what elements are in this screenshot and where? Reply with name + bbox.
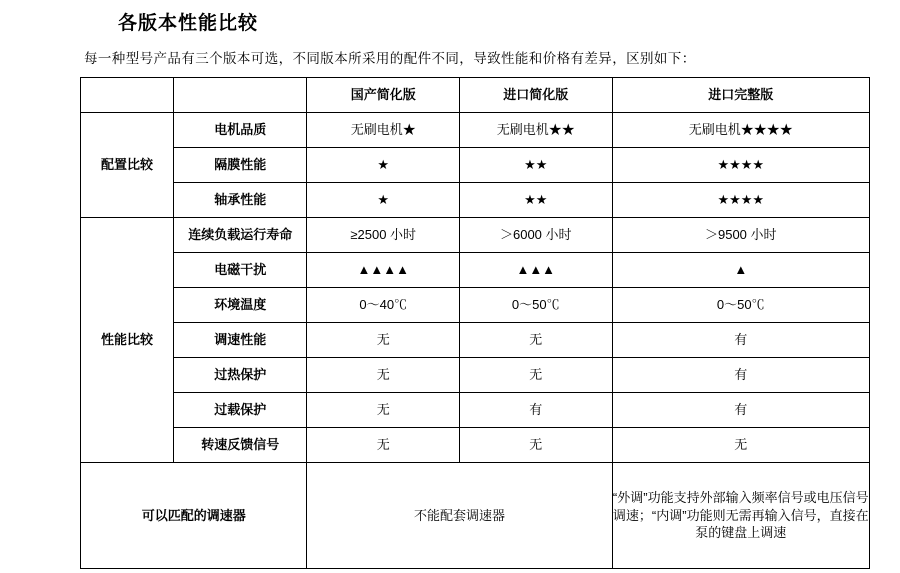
- cell-feedback-c: 无: [612, 428, 869, 463]
- header-col-domestic-simple: 国产简化版: [307, 78, 460, 113]
- row-label-diaphragm-performance: 隔膜性能: [173, 148, 306, 183]
- table-row: [81, 183, 870, 218]
- cell-feedback-b: 无: [459, 428, 612, 463]
- cell-diaphragm-b: ★★: [459, 148, 612, 183]
- group-label-performance: 性能比较: [81, 218, 174, 463]
- cell-feedback-a: 无: [307, 428, 460, 463]
- footer-cell-right: “外调”功能支持外部输入频率信号或电压信号调速；“内调”功能则无需再输入信号，直接在泵的键盘上调速: [612, 463, 869, 569]
- cell-overload-b: 有: [459, 393, 612, 428]
- cell-temp-c: 0〜50℃: [612, 288, 869, 323]
- header-col-import-full: 进口完整版: [612, 78, 869, 113]
- cell-motor-quality-a: 无刷电机★: [307, 113, 460, 148]
- header-col-import-simple: 进口简化版: [459, 78, 612, 113]
- row-label-overload-protection: 过载保护: [173, 393, 306, 428]
- page-title: 各版本性能比较: [118, 13, 259, 34]
- cell-bearing-b: ★★: [459, 183, 612, 218]
- cell-bearing-a: ★: [307, 183, 460, 218]
- cell-speed-reg-b: 无: [459, 323, 612, 358]
- cell-temp-a: 0〜40℃: [307, 288, 460, 323]
- table-row: [81, 428, 870, 463]
- row-label-speed-feedback-signal: 转速反馈信号: [173, 428, 306, 463]
- footer-label-compatible-controller: 可以匹配的调速器: [81, 463, 307, 569]
- table-row: [81, 148, 870, 183]
- header-blank-2: [173, 78, 306, 113]
- table-row: [81, 218, 870, 253]
- row-label-ambient-temperature: 环境温度: [173, 288, 306, 323]
- cell-bearing-c: ★★★★: [612, 183, 869, 218]
- cell-speed-reg-a: 无: [307, 323, 460, 358]
- row-label-continuous-load-life: 连续负载运行寿命: [173, 218, 306, 253]
- cell-emi-b: ▲▲▲: [459, 253, 612, 288]
- cell-temp-b: 0〜50℃: [459, 288, 612, 323]
- table-footer-row: [81, 463, 870, 569]
- cell-overload-c: 有: [612, 393, 869, 428]
- cell-overheat-b: 无: [459, 358, 612, 393]
- intro-paragraph: 每一种型号产品有三个版本可选，不同版本所采用的配件不同，导致性能和价格有差异，区别如下：: [84, 51, 696, 66]
- cell-overload-a: 无: [307, 393, 460, 428]
- footer-cell-middle: 不能配套调速器: [307, 463, 612, 569]
- cell-diaphragm-a: ★: [307, 148, 460, 183]
- document-page: [0, 8, 900, 573]
- version-comparison-table: [80, 77, 870, 569]
- cell-life-a: ≥2500 小时: [307, 218, 460, 253]
- cell-motor-quality-c: 无刷电机★★★★: [612, 113, 869, 148]
- row-label-motor-quality: 电机品质: [173, 113, 306, 148]
- cell-diaphragm-c: ★★★★: [612, 148, 869, 183]
- cell-overheat-c: 有: [612, 358, 869, 393]
- table-row: [81, 113, 870, 148]
- cell-emi-a: ▲▲▲▲: [307, 253, 460, 288]
- table-row: [81, 288, 870, 323]
- table-row: [81, 323, 870, 358]
- cell-life-c: ＞9500 小时: [612, 218, 869, 253]
- table-row: [81, 393, 870, 428]
- row-label-overheat-protection: 过热保护: [173, 358, 306, 393]
- table-row: [81, 253, 870, 288]
- table-row: [81, 358, 870, 393]
- row-label-emi: 电磁干扰: [173, 253, 306, 288]
- cell-overheat-a: 无: [307, 358, 460, 393]
- cell-life-b: ＞6000 小时: [459, 218, 612, 253]
- cell-emi-c: ▲: [612, 253, 869, 288]
- row-label-bearing-performance: 轴承性能: [173, 183, 306, 218]
- row-label-speed-regulation: 调速性能: [173, 323, 306, 358]
- header-blank-1: [81, 78, 174, 113]
- group-label-configuration: 配置比较: [81, 113, 174, 218]
- cell-motor-quality-b: 无刷电机★★: [459, 113, 612, 148]
- table-header-row: [81, 78, 870, 113]
- cell-speed-reg-c: 有: [612, 323, 869, 358]
